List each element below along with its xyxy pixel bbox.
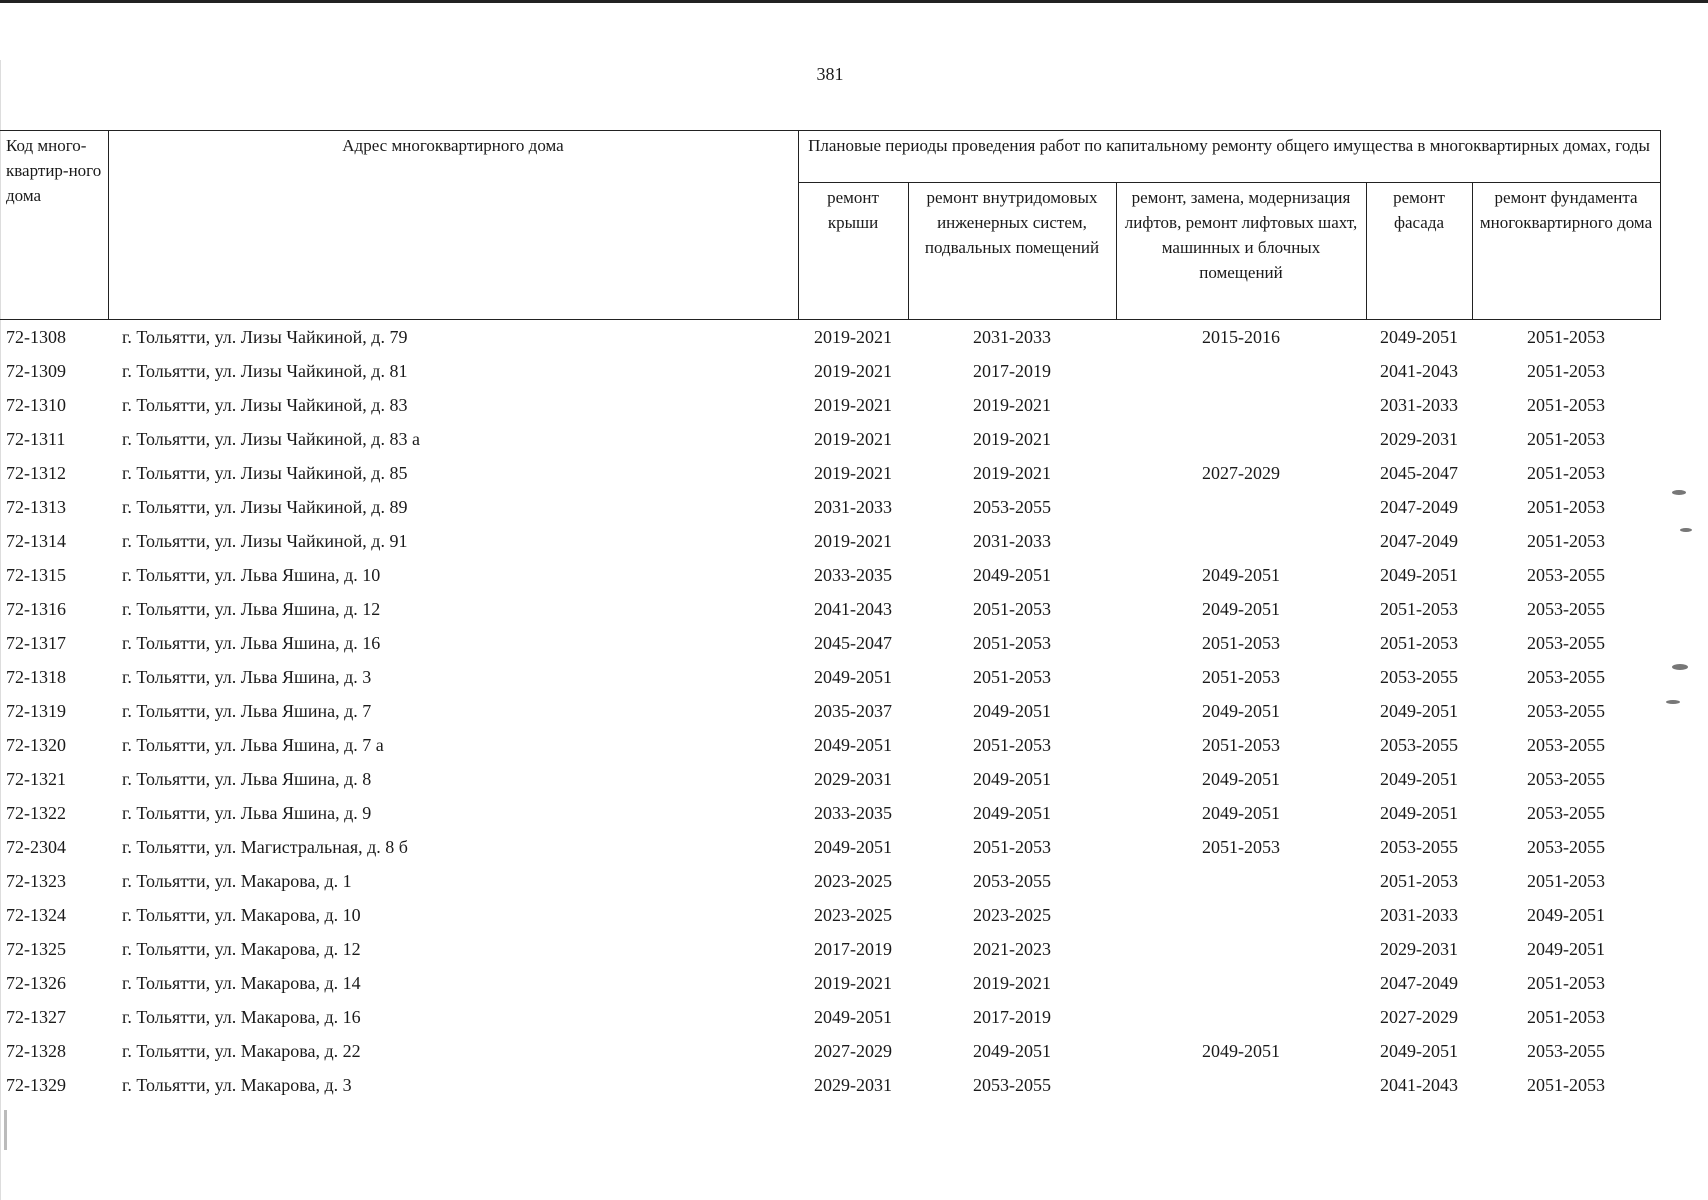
cell-address: г. Тольятти, ул. Льва Яшина, д. 12	[122, 599, 381, 619]
table-row	[0, 626, 1660, 660]
cell-elevators	[1116, 524, 1366, 558]
cell-code: 72-1322	[6, 803, 66, 823]
cell-facade: 2051-2053	[1380, 633, 1458, 653]
cell-roof: 2031-2033	[814, 497, 892, 517]
cell-address: г. Тольятти, ул. Льва Яшина, д. 9	[122, 803, 372, 823]
cell-facade: 2053-2055	[1380, 735, 1458, 755]
repair-schedule-table-wrap	[0, 130, 1660, 1102]
cell-address: г. Тольятти, ул. Лизы Чайкиной, д. 83 а	[122, 429, 420, 449]
table-row	[0, 592, 1660, 626]
cell-code: 72-1318	[6, 667, 66, 687]
table-row	[0, 898, 1660, 932]
cell-address: г. Тольятти, ул. Магистральная, д. 8 б	[122, 837, 408, 857]
cell-engineering: 2049-2051	[973, 701, 1051, 721]
cell-address: г. Тольятти, ул. Лизы Чайкиной, д. 91	[122, 531, 408, 551]
scan-speck	[4, 1110, 7, 1150]
cell-roof: 2033-2035	[814, 803, 892, 823]
cell-facade: 2047-2049	[1380, 497, 1458, 517]
cell-roof: 2049-2051	[814, 1007, 892, 1027]
header-code: Код много-квартир-ного дома	[0, 131, 108, 320]
table-row	[0, 354, 1660, 388]
cell-code: 72-1310	[6, 395, 66, 415]
cell-elevators: 2027-2029	[1202, 463, 1280, 483]
table-row	[0, 1034, 1660, 1068]
cell-code: 72-1315	[6, 565, 66, 585]
cell-foundation: 2053-2055	[1527, 701, 1606, 721]
cell-address: г. Тольятти, ул. Макарова, д. 14	[122, 973, 361, 993]
cell-roof: 2029-2031	[814, 769, 892, 789]
cell-elevators	[1116, 932, 1366, 966]
cell-engineering: 2017-2019	[973, 361, 1051, 381]
cell-foundation: 2051-2053	[1527, 871, 1606, 891]
table-row	[0, 762, 1660, 796]
cell-roof: 2019-2021	[814, 395, 892, 415]
cell-foundation: 2053-2055	[1527, 599, 1606, 619]
cell-elevators	[1116, 898, 1366, 932]
cell-roof: 2033-2035	[814, 565, 892, 585]
cell-facade: 2041-2043	[1380, 361, 1458, 381]
table-row	[0, 1000, 1660, 1034]
cell-facade: 2053-2055	[1380, 667, 1458, 687]
cell-elevators: 2049-2051	[1202, 599, 1280, 619]
cell-engineering: 2051-2053	[973, 837, 1051, 857]
scan-speck	[1672, 664, 1688, 670]
cell-roof: 2041-2043	[814, 599, 892, 619]
table-row	[0, 456, 1660, 490]
cell-roof: 2035-2037	[814, 701, 892, 721]
table-row	[0, 558, 1660, 592]
cell-code: 72-2304	[6, 837, 66, 857]
header-planned-periods: Плановые периоды проведения работ по капитальному ремонту общего имущества в многоквартирных домах, годы	[798, 131, 1660, 183]
cell-roof: 2023-2025	[814, 905, 892, 925]
cell-facade: 2031-2033	[1380, 395, 1458, 415]
cell-elevators	[1116, 388, 1366, 422]
cell-foundation: 2049-2051	[1527, 905, 1606, 925]
cell-address: г. Тольятти, ул. Лизы Чайкиной, д. 81	[122, 361, 408, 381]
cell-facade: 2053-2055	[1380, 837, 1458, 857]
cell-roof: 2027-2029	[814, 1041, 892, 1061]
cell-address: г. Тольятти, ул. Макарова, д. 12	[122, 939, 361, 959]
cell-facade: 2049-2051	[1380, 803, 1458, 823]
cell-facade: 2041-2043	[1380, 1075, 1458, 1095]
table-row	[0, 830, 1660, 864]
cell-address: г. Тольятти, ул. Лизы Чайкиной, д. 83	[122, 395, 408, 415]
repair-schedule-table	[0, 130, 1661, 1102]
cell-engineering: 2019-2021	[973, 463, 1051, 483]
cell-elevators: 2015-2016	[1202, 327, 1280, 347]
cell-engineering: 2051-2053	[973, 633, 1051, 653]
cell-code: 72-1323	[6, 871, 66, 891]
cell-address: г. Тольятти, ул. Лизы Чайкиной, д. 89	[122, 497, 408, 517]
table-row	[0, 694, 1660, 728]
cell-foundation: 2053-2055	[1527, 565, 1606, 585]
cell-foundation: 2051-2053	[1527, 973, 1606, 993]
cell-facade: 2049-2051	[1380, 701, 1458, 721]
cell-address: г. Тольятти, ул. Льва Яшина, д. 10	[122, 565, 381, 585]
cell-roof: 2019-2021	[814, 973, 892, 993]
cell-facade: 2049-2051	[1380, 327, 1458, 347]
cell-engineering: 2017-2019	[973, 1007, 1051, 1027]
cell-elevators	[1116, 1068, 1366, 1102]
cell-address: г. Тольятти, ул. Льва Яшина, д. 16	[122, 633, 381, 653]
cell-address: г. Тольятти, ул. Лизы Чайкиной, д. 79	[122, 327, 408, 347]
table-row	[0, 966, 1660, 1000]
cell-foundation: 2051-2053	[1527, 463, 1606, 483]
cell-facade: 2051-2053	[1380, 871, 1458, 891]
cell-engineering: 2051-2053	[973, 735, 1051, 755]
cell-foundation: 2053-2055	[1527, 633, 1606, 653]
table-row	[0, 932, 1660, 966]
cell-elevators	[1116, 864, 1366, 898]
cell-engineering: 2019-2021	[973, 973, 1051, 993]
cell-roof: 2019-2021	[814, 463, 892, 483]
cell-roof: 2049-2051	[814, 735, 892, 755]
header-address: Адрес многоквартирного дома	[108, 131, 798, 320]
cell-elevators: 2051-2053	[1202, 837, 1280, 857]
cell-facade: 2051-2053	[1380, 599, 1458, 619]
cell-foundation: 2053-2055	[1527, 1041, 1606, 1061]
cell-foundation: 2053-2055	[1527, 837, 1606, 857]
page-number: 381	[816, 64, 844, 84]
cell-elevators	[1116, 422, 1366, 456]
header-foundation: ремонт фундамента многоквартирного дома	[1472, 183, 1660, 320]
cell-address: г. Тольятти, ул. Макарова, д. 22	[122, 1041, 361, 1061]
cell-foundation: 2053-2055	[1527, 667, 1606, 687]
cell-facade: 2049-2051	[1380, 1041, 1458, 1061]
table-row	[0, 422, 1660, 456]
cell-engineering: 2019-2021	[973, 429, 1051, 449]
cell-address: г. Тольятти, ул. Лизы Чайкиной, д. 85	[122, 463, 408, 483]
cell-engineering: 2049-2051	[973, 565, 1051, 585]
table-row	[0, 864, 1660, 898]
cell-elevators	[1116, 490, 1366, 524]
cell-engineering: 2053-2055	[973, 871, 1051, 891]
table-row	[0, 1068, 1660, 1102]
cell-address: г. Тольятти, ул. Макарова, д. 3	[122, 1075, 352, 1095]
cell-elevators: 2051-2053	[1202, 735, 1280, 755]
cell-code: 72-1321	[6, 769, 66, 789]
header-engineering: ремонт внутридомовых инженерных систем, подвальных помещений	[908, 183, 1116, 320]
table-row	[0, 388, 1660, 422]
cell-engineering: 2053-2055	[973, 497, 1051, 517]
cell-engineering: 2023-2025	[973, 905, 1051, 925]
cell-elevators: 2049-2051	[1202, 803, 1280, 823]
cell-code: 72-1312	[6, 463, 66, 483]
cell-elevators: 2049-2051	[1202, 565, 1280, 585]
cell-engineering: 2051-2053	[973, 599, 1051, 619]
cell-roof: 2019-2021	[814, 327, 892, 347]
table-row	[0, 320, 1660, 355]
cell-foundation: 2053-2055	[1527, 735, 1606, 755]
cell-facade: 2027-2029	[1380, 1007, 1458, 1027]
cell-address: г. Тольятти, ул. Макарова, д. 16	[122, 1007, 361, 1027]
table-body	[0, 320, 1660, 1103]
table-header	[0, 131, 1660, 320]
cell-code: 72-1320	[6, 735, 66, 755]
cell-foundation: 2053-2055	[1527, 769, 1606, 789]
table-row	[0, 728, 1660, 762]
scan-speck	[1672, 490, 1686, 495]
cell-engineering: 2021-2023	[973, 939, 1051, 959]
cell-address: г. Тольятти, ул. Льва Яшина, д. 7 а	[122, 735, 384, 755]
table-row	[0, 660, 1660, 694]
cell-foundation: 2051-2053	[1527, 531, 1606, 551]
cell-code: 72-1317	[6, 633, 66, 653]
cell-code: 72-1314	[6, 531, 66, 551]
cell-foundation: 2051-2053	[1527, 1007, 1606, 1027]
table-row	[0, 490, 1660, 524]
table-row	[0, 524, 1660, 558]
cell-code: 72-1328	[6, 1041, 66, 1061]
header-facade: ремонт фасада	[1366, 183, 1472, 320]
cell-address: г. Тольятти, ул. Льва Яшина, д. 3	[122, 667, 372, 687]
cell-engineering: 2019-2021	[973, 395, 1051, 415]
cell-roof: 2029-2031	[814, 1075, 892, 1095]
cell-facade: 2049-2051	[1380, 769, 1458, 789]
cell-code: 72-1329	[6, 1075, 66, 1095]
cell-foundation: 2051-2053	[1527, 395, 1606, 415]
cell-elevators: 2049-2051	[1202, 1041, 1280, 1061]
cell-roof: 2019-2021	[814, 531, 892, 551]
cell-foundation: 2051-2053	[1527, 1075, 1606, 1095]
cell-elevators: 2049-2051	[1202, 769, 1280, 789]
cell-facade: 2029-2031	[1380, 939, 1458, 959]
cell-engineering: 2051-2053	[973, 667, 1051, 687]
cell-elevators	[1116, 354, 1366, 388]
cell-code: 72-1327	[6, 1007, 66, 1027]
cell-engineering: 2049-2051	[973, 1041, 1051, 1061]
cell-foundation: 2051-2053	[1527, 497, 1606, 517]
cell-code: 72-1308	[6, 327, 66, 347]
cell-facade: 2047-2049	[1380, 973, 1458, 993]
cell-engineering: 2049-2051	[973, 803, 1051, 823]
cell-roof: 2019-2021	[814, 429, 892, 449]
cell-elevators	[1116, 966, 1366, 1000]
cell-facade: 2031-2033	[1380, 905, 1458, 925]
cell-address: г. Тольятти, ул. Льва Яшина, д. 8	[122, 769, 372, 789]
cell-code: 72-1311	[6, 429, 66, 449]
table-row	[0, 796, 1660, 830]
cell-roof: 2045-2047	[814, 633, 892, 653]
cell-engineering: 2053-2055	[973, 1075, 1051, 1095]
cell-elevators	[1116, 1000, 1366, 1034]
cell-code: 72-1319	[6, 701, 66, 721]
cell-code: 72-1324	[6, 905, 66, 925]
header-elevators: ремонт, замена, модернизация лифтов, ремонт лифтовых шахт, машинных и блочных помещений	[1116, 183, 1366, 320]
cell-facade: 2029-2031	[1380, 429, 1458, 449]
cell-elevators: 2051-2053	[1202, 667, 1280, 687]
cell-foundation: 2049-2051	[1527, 939, 1606, 959]
cell-roof: 2023-2025	[814, 871, 892, 891]
cell-foundation: 2053-2055	[1527, 803, 1606, 823]
top-border-rule	[0, 0, 1708, 3]
scan-speck	[1666, 700, 1680, 704]
cell-engineering: 2031-2033	[973, 531, 1051, 551]
cell-facade: 2049-2051	[1380, 565, 1458, 585]
cell-code: 72-1313	[6, 497, 66, 517]
cell-foundation: 2051-2053	[1527, 327, 1606, 347]
cell-facade: 2045-2047	[1380, 463, 1458, 483]
cell-foundation: 2051-2053	[1527, 429, 1606, 449]
cell-engineering: 2031-2033	[973, 327, 1051, 347]
cell-address: г. Тольятти, ул. Макарова, д. 1	[122, 871, 352, 891]
scan-speck	[1680, 528, 1692, 532]
cell-code: 72-1316	[6, 599, 66, 619]
cell-foundation: 2051-2053	[1527, 361, 1606, 381]
cell-elevators: 2051-2053	[1202, 633, 1280, 653]
cell-code: 72-1326	[6, 973, 66, 993]
cell-address: г. Тольятти, ул. Льва Яшина, д. 7	[122, 701, 372, 721]
cell-code: 72-1325	[6, 939, 66, 959]
cell-facade: 2047-2049	[1380, 531, 1458, 551]
header-roof: ремонт крыши	[798, 183, 908, 320]
cell-elevators: 2049-2051	[1202, 701, 1280, 721]
cell-roof: 2017-2019	[814, 939, 892, 959]
cell-roof: 2019-2021	[814, 361, 892, 381]
cell-address: г. Тольятти, ул. Макарова, д. 10	[122, 905, 361, 925]
cell-engineering: 2049-2051	[973, 769, 1051, 789]
cell-code: 72-1309	[6, 361, 66, 381]
cell-roof: 2049-2051	[814, 667, 892, 687]
cell-roof: 2049-2051	[814, 837, 892, 857]
